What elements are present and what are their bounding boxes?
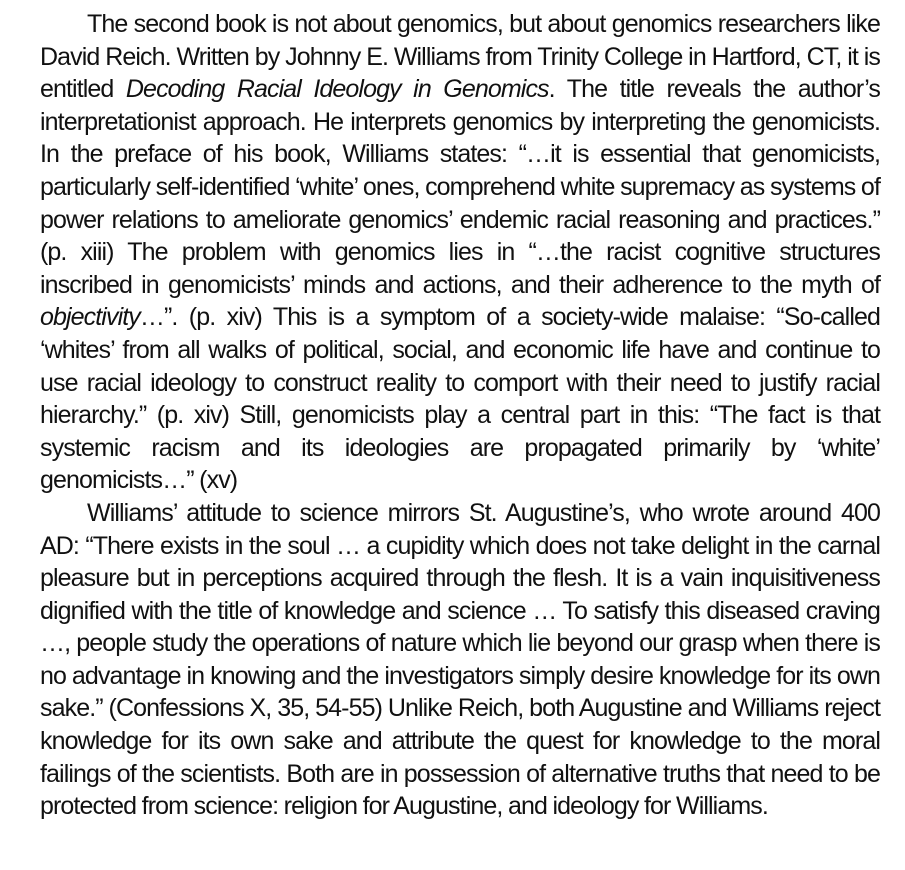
paragraph-augustine (40, 497, 880, 823)
document-body (40, 8, 880, 823)
paragraph-book-review (40, 8, 880, 497)
text-segment: . The title reveals the author’s interpretationist approach. He interprets genomics by interpreting the genomicists. In the preface of his book, Williams states: “…it is essential that genomicists, particularly self-identified ‘white’ ones, comprehend white supremacy as systems of power relations to ameliorate genomics’ endemic racial reasoning and practices.” (p. xiii) The problem with genomics lies in “…the racist cognitive structures inscribed in genomicists’ minds and actions, and their adherence to the myth of (40, 75, 881, 299)
book-title-italic: Decoding Racial Ideology in Genomics (125, 75, 549, 104)
text-segment: Williams’ attitude to science mirrors St. Augustine’s, who wrote around 400 AD: “There exists in the soul … a cupidity which does not take delight in the carnal pleasure but in perceptions acquired through the flesh. It is a vain inquisitiveness dignified with the title of knowledge and science … To satisfy this diseased craving …, people study the operations of nature which lie beyond our grasp when there is no advantage in knowing and the investigators simply desire knowledge for its own sake.” (Confessions X, 35, 54-55) Unlike Reich, both Augustine and Williams reject knowledge for its own sake and attribute the quest for knowledge to the moral failings of the scientists. Both are in possession of alternative truths that need to be protected from science: religion for Augustine, and ideology for Williams. (40, 498, 880, 821)
text-segment: …”. (p. xiv) This is a symptom of a society-wide malaise: “So-called ‘whites’ from all walks of political, social, and economic life have and continue to use racial ideology to construct reality to comport with their need to justify racial hierarchy.” (p. xiv) Still, genomicists play a central part in this: “The fact is that systemic racism and its ideologies are propagated primarily by ‘white’ genomicists…” (xv) (40, 303, 880, 495)
text-segment: The second book is not about genomics, but about genomics researchers like David Reich. Written by Johnny E. Williams from Trinity College in Hartford, CT, it is entitled (40, 10, 880, 104)
objectivity-italic: objectivity (40, 303, 140, 332)
